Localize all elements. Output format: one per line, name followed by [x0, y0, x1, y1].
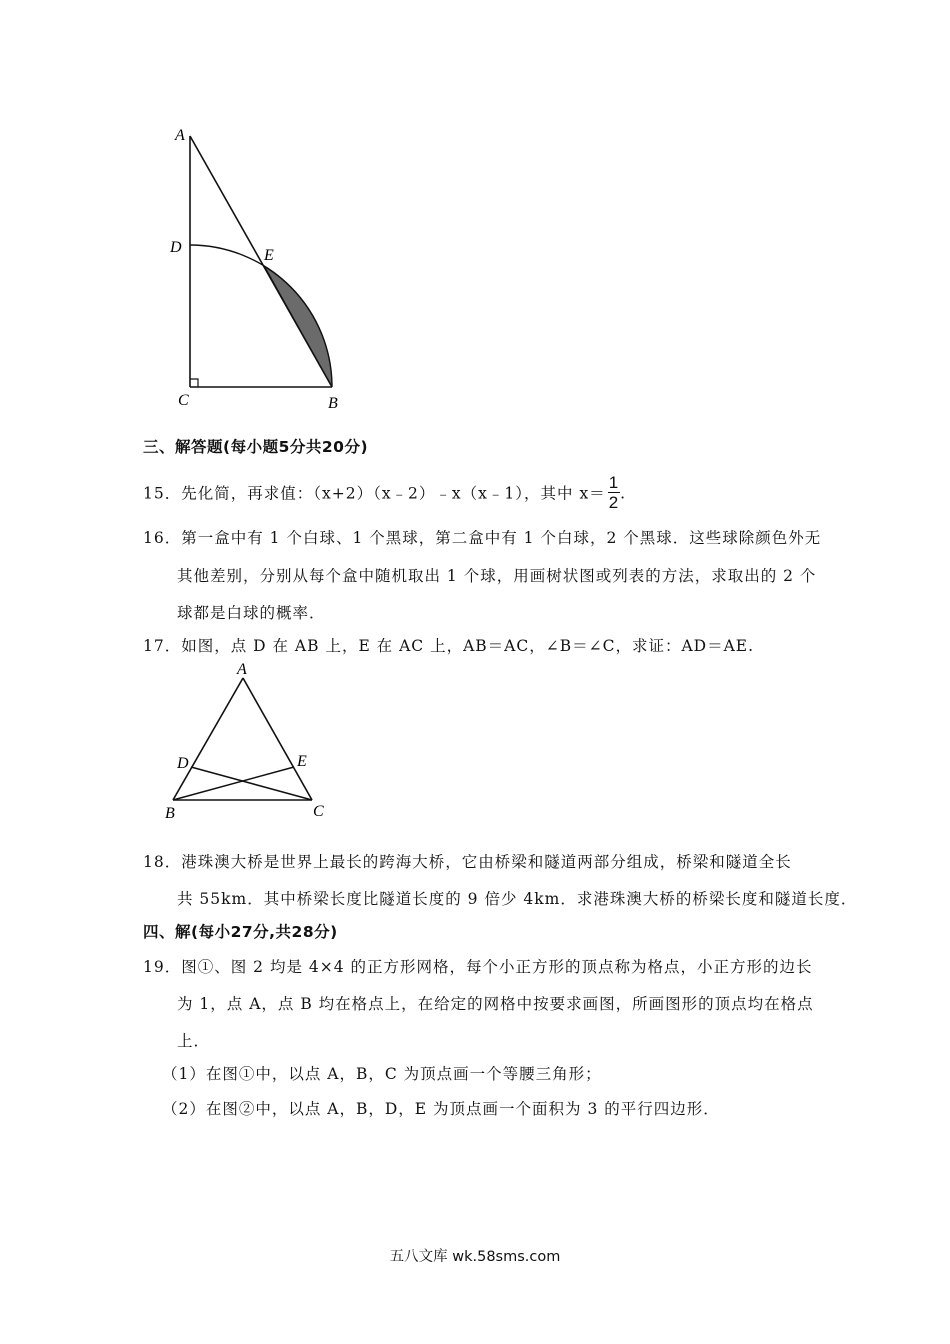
figure-triangle-abc: [155, 660, 345, 825]
question-17: 17．如图，点 D 在 AB 上，E 在 AC 上，AB＝AC，∠B＝∠C，求证：AD＝AE.: [143, 637, 755, 655]
question-19-line-1: 19．图①、图 2 均是 4×4 的正方形网格，每个小正方形的顶点称为格点，小正方形的边长: [143, 958, 813, 976]
question-18-line-2: 共 55km．其中桥梁长度比隧道长度的 9 倍少 4km．求港珠澳大桥的桥梁长度和隧道长度．: [177, 890, 858, 908]
label-a: A: [237, 661, 247, 678]
label-e: E: [297, 753, 307, 770]
fraction-denominator: 2: [608, 493, 620, 512]
question-19-part-1: （1）在图①中，以点 A，B，C 为顶点画一个等腰三角形；: [162, 1065, 602, 1083]
question-19-line-2: 为 1，点 A，点 B 均在格点上，在给定的网格中按要求画图，所画图形的顶点均在格点: [177, 995, 814, 1013]
question-18-line-1: 18．港珠澳大桥是世界上最长的跨海大桥，它由桥梁和隧道两部分组成，桥梁和隧道全长: [143, 853, 792, 871]
segment-be: [173, 767, 294, 800]
label-d: D: [177, 755, 189, 772]
section-3-heading: 三、解答题(每小题5分共20分): [143, 438, 369, 456]
label-e: E: [264, 247, 274, 264]
label-a: A: [175, 127, 185, 144]
label-c: C: [178, 392, 189, 409]
segment-dc: [191, 767, 312, 800]
segment-ac: [243, 678, 312, 800]
question-19-line-3: 上．: [177, 1032, 211, 1050]
question-19-part-2: （2）在图②中，以点 A，B，D，E 为顶点画一个面积为 3 的平行四边形．: [162, 1100, 720, 1118]
right-angle-mark: [190, 379, 198, 387]
label-c: C: [313, 803, 324, 820]
question-15-end: .: [620, 484, 627, 503]
question-16-line-3: 球都是白球的概率．: [177, 604, 326, 622]
section-4-heading: 四、解(每小27分,共28分): [143, 923, 338, 941]
segment-ab: [173, 678, 243, 800]
label-b: B: [165, 805, 175, 822]
footer-watermark: 五八文库 wk.58sms.com: [389, 1249, 561, 1265]
question-15: [143, 473, 627, 513]
label-b: B: [328, 395, 338, 412]
question-15-text: 15．先化简，再求值：（x+2）（x﹣2）﹣x（x﹣1），其中 x＝: [143, 484, 606, 503]
segment-ab: [190, 136, 332, 387]
label-d: D: [170, 239, 182, 256]
question-16-line-1: 16．第一盒中有 1 个白球、1 个黑球，第二盒中有 1 个白球，2 个黑球．这些球除颜色外无: [143, 529, 822, 547]
figure-right-triangle-arc: [160, 120, 360, 420]
fraction-numerator: 1: [608, 473, 620, 492]
question-16-line-2: 其他差别，分别从每个盒中随机取出 1 个球，用画树状图或列表的方法，求取出的 2 个: [177, 567, 817, 585]
fraction-one-half: [608, 474, 620, 511]
